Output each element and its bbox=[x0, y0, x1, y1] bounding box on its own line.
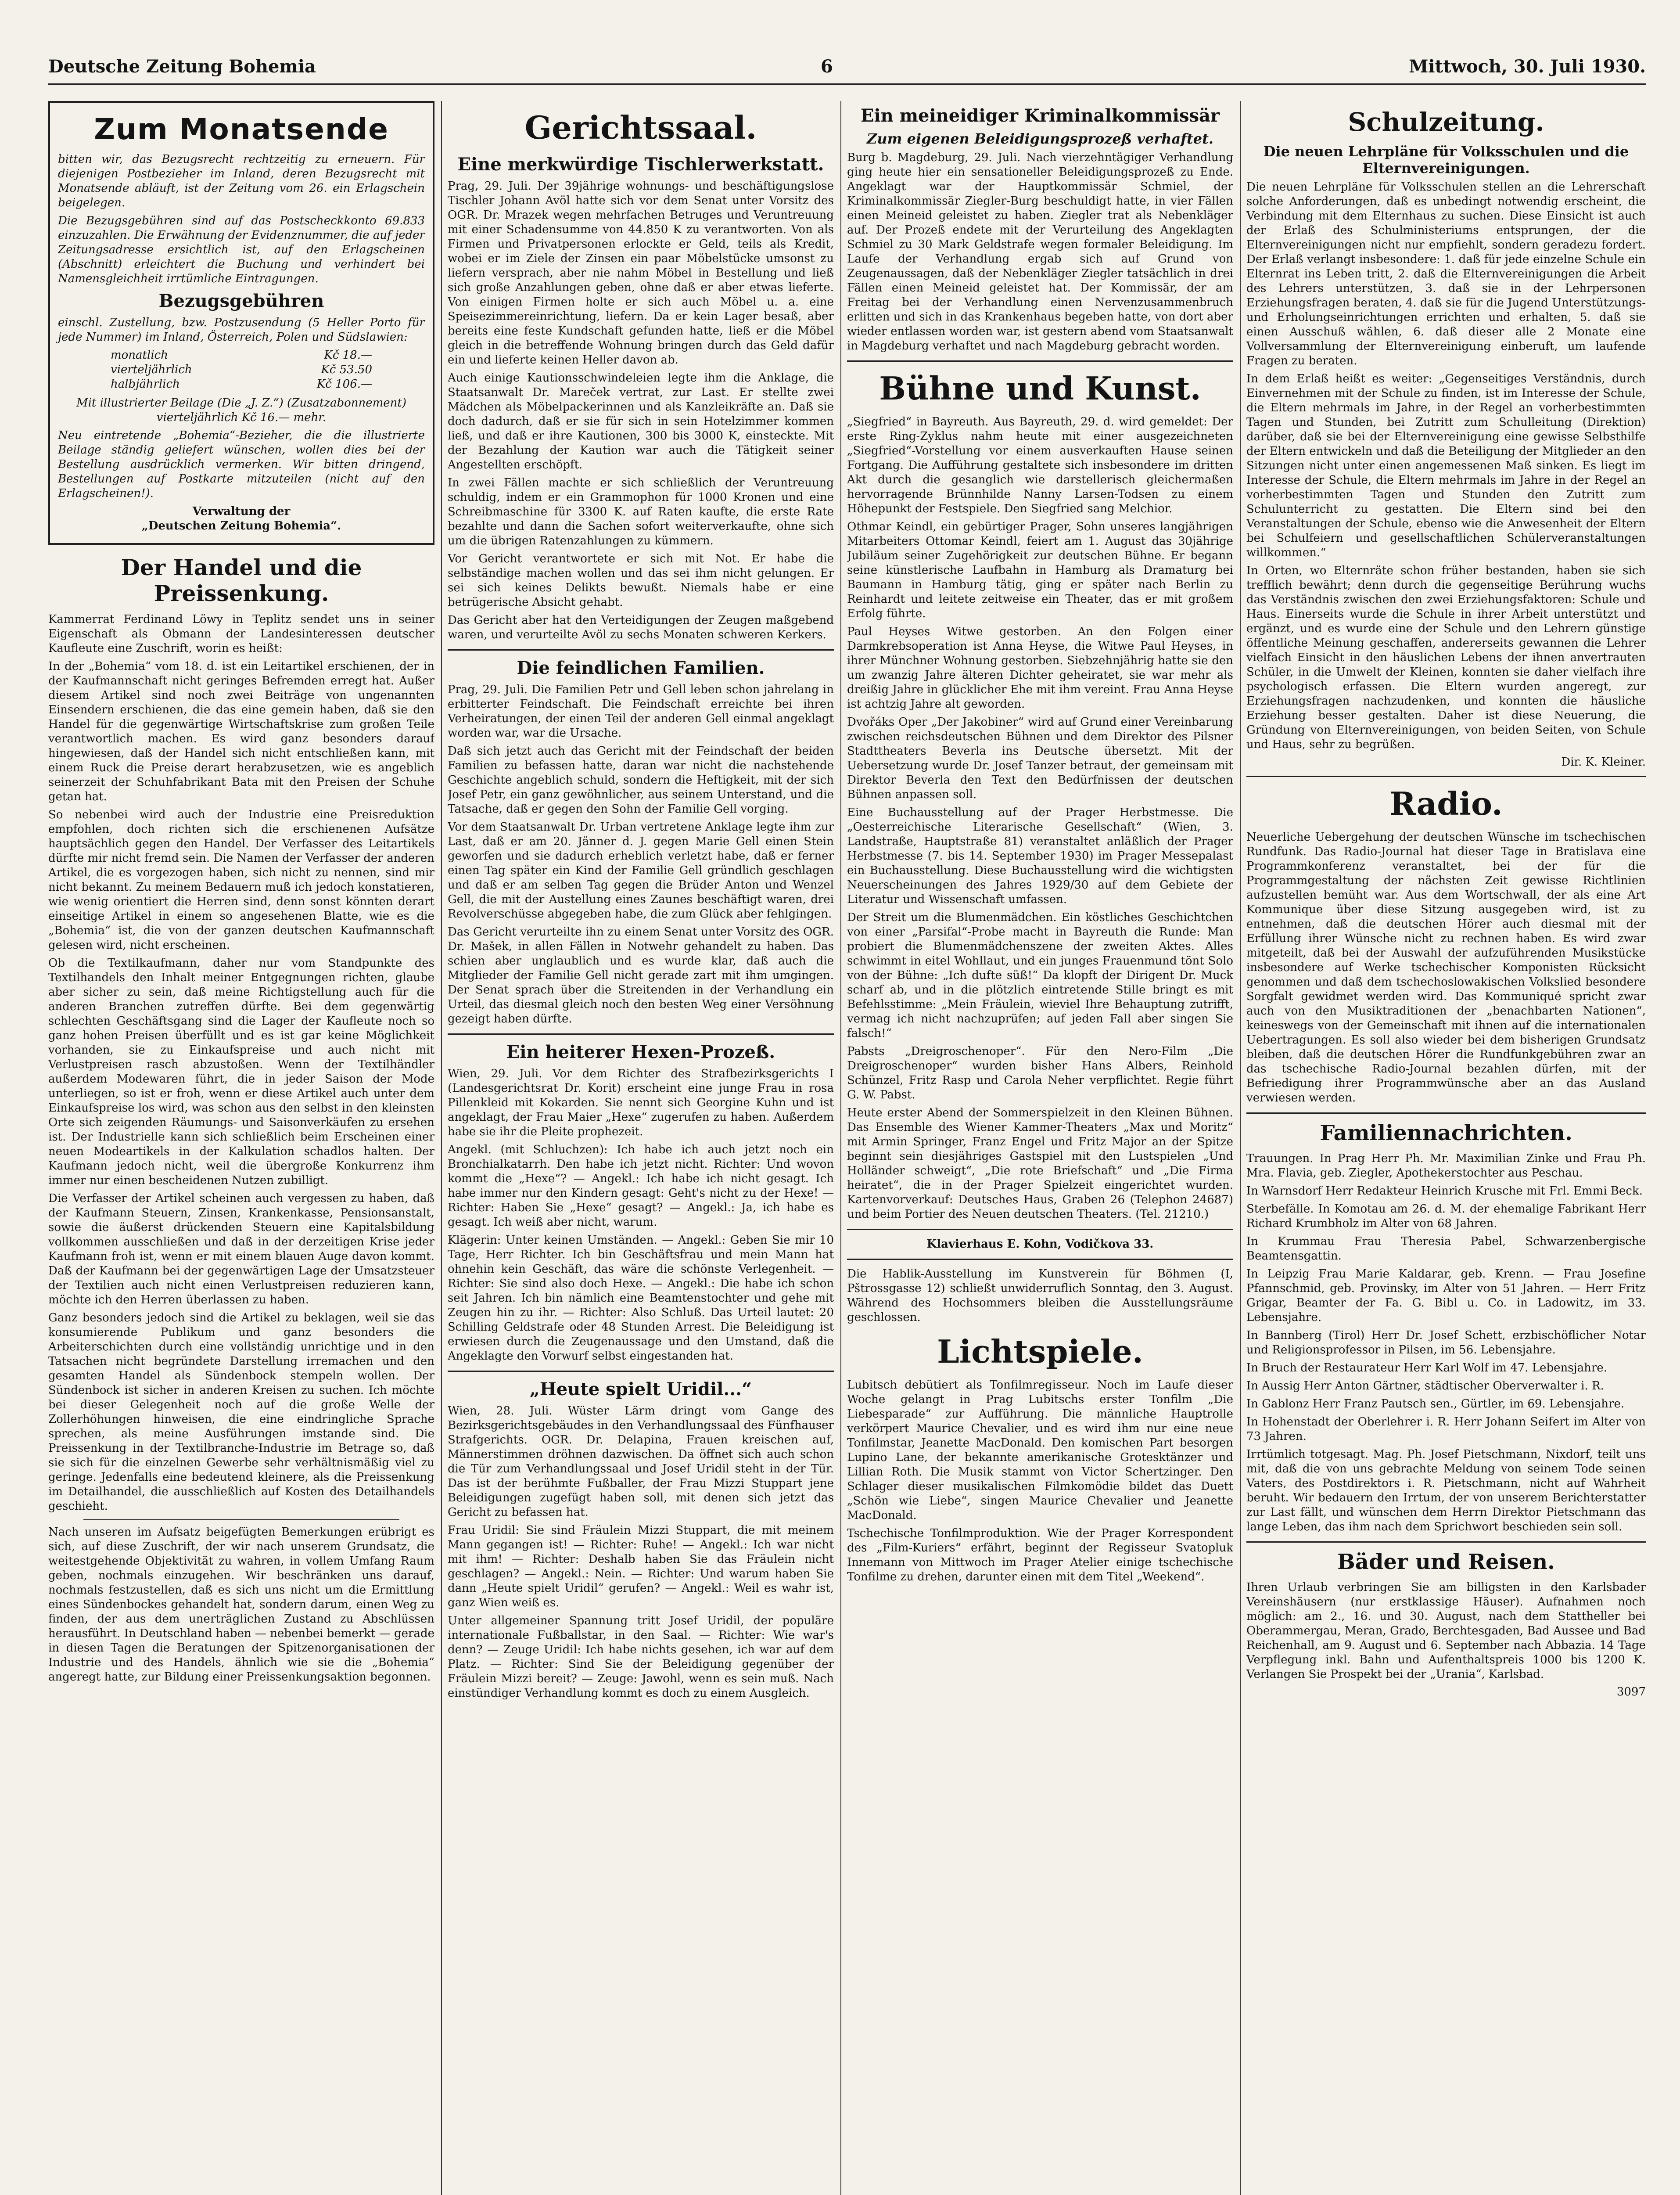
article-paragraph: Ihren Urlaub verbringen Sie am billigsten in den Karlsbader Vereinshäusern (nur erstklassige Häuser). Aufnahmen noch möglich: am 2., 16. und 30. August, nach dem Stattheller bei Oberammergau, Meran, Grado, Berchtesgaden, Bad Aussee und Bad Reichenhall, am 9. August und 6. September nach Abbazia. 14 Tage Verpflegung inkl. Bahn und Aufenthaltspreis 1000 bis 1200 K. Verlangen Sie Prospekt bei der „Urania“, Karlsbad. bbox=[1246, 1581, 1646, 1681]
article-paragraph: Heute erster Abend der Sommerspielzeit in den Kleinen Bühnen. Das Ensemble des Wiener Kammer-Theaters „Max und Moritz“ mit Armin Springer, Franz Engel und Fritz Major an der Spitze beginnt sein diesjähriges Gastspiel mit den Lustspielen „Und Holländer schweigt“, „Die rote Briefschaft“ und „Die Firma heiratet“, die in der Prager Spielzeit eingerichtet wurden. Kartenvorverkauf: Deutsches Haus, Graben 26 (Telephon 24687) und beim Portier des Neuen deutschen Theaters. (Tel. 21210.) bbox=[847, 1106, 1233, 1221]
article-paragraph: Wien, 29. Juli. Vor dem Richter des Strafbezirksgerichts I (Landesgerichtsrat Dr. Korit) erscheint eine junge Frau in rosa Pillenkleid mit Kokarden. Sie nennt sich Georgine Kuhn und ist angeklagt, der Frau Maier „Hexe“ zugerufen zu haben. Außerdem habe sie ihr die Pleite prophezeit. bbox=[448, 1067, 834, 1138]
separator bbox=[448, 649, 834, 651]
article-title: „Heute spielt Uridil...“ bbox=[529, 1379, 752, 1400]
article-paragraph: Prag, 29. Juli. Der 39jährige wohnungs- und beschäftigungslose Tischler Johann Avöl hatte sich vor dem Senat unter Vorsitz des OGR. Dr. Mrazek wegen mehrfachen Betruges und Veruntreuung mit einer Schadensumme von 44.850 K zu verantworten. Von als Firmen und Privatpersonen erlockte er Geld, teils als Kredit, wobei er im Ziele der Zinsen ein paar Möbelstücke umsonst zu liefern versprach, aber nie nahm Möbel in Bestellung und ließ sich große Anzahlungen geben, ohne daß er aber etwas lieferte. Von einigen Firmen holte er sich auch Möbel u. a. eine Speisezimmereinrichtung, liefern. Da er kein Lager besaß, aber bereits eine feste Kundschaft gefunden hatte, ließ er die Möbel gleich in die betreffende Wohnung bringen durch das Geld dafür ein und lieferte keinen Heller davon ab. bbox=[448, 180, 834, 367]
article-paragraph: Klägerin: Unter keinen Umständen. — Angekl.: Geben Sie mir 10 Tage, Herr Richter. Ich bin Geschäftsfrau und mein Mann hat ohnehin kein Geschäft, das wäre die schönste Verlegenheit. — Richter: Sie sind also doch Hexe. — Angekl.: Die habe ich schon seit Jahren. Ich bin nämlich eine Beamtenstochter und gehe mit Zeugen hin zu ihr. — Richter: Also Schluß. Das Urteil lautet: 20 Schilling Geldstrafe oder 48 Stunden Arrest. Die Beleidigung ist erwiesen durch die Zeugenaussage und den Umstand, daß die Angeklagte den Vorwurf selbst eingestanden hat. bbox=[448, 1234, 834, 1363]
fee-row bbox=[58, 377, 425, 392]
article-paragraph: Burg b. Magdeburg, 29. Juli. Nach vierzehntägiger Verhandlung ging heute hier ein sensationeller Beleidigungsprozeß zu Ende. Angeklagt war der Hauptkommissär Schmiel, der Kriminalkommissär Ziegler-Burg beschuldigt hatte, in vier Fällen einen Meineid geleistet zu haben. Ziegler trat als Nebenkläger auf. Der Prozeß endete mit der Verurteilung des Angeklagten Schmiel zu 30 Mark Geldstrafe wegen formaler Beleidigung. Im Laufe der Verhandlung ergab sich auf Grund von Zeugenaussagen, daß der Nebenkläger Ziegler tatsächlich in drei Fällen einen Meineid geleistet hat. Der Kommissär, der am Freitag bei der Verhandlung einen Nervenzusammenbruch erlitten und sich in das Krankenhaus begeben hatte, von dort aber wieder entlassen worden war, ist gestern abend vom Staatsanwalt in Magdeburg verhaftet und nach Magdeburg gebracht worden. bbox=[847, 151, 1233, 353]
family-notice: In Warnsdorf Herr Redakteur Heinrich Krusche mit Frl. Emmi Beck. bbox=[1246, 1184, 1643, 1198]
newspaper-page bbox=[48, 53, 1646, 2195]
advertisement: Klavierhaus E. Kohn, Vodičkova 33. bbox=[926, 1238, 1154, 1251]
article-paragraph: Neuerliche Uebergehung der deutschen Wünsche im tschechischen Rundfunk. Das Radio-Journal hat dieser Tage in Bratislava eine Programmkonferenz veranstaltet, bei der für die Programmgestaltung der nächsten Zeit gewisse Richtlinien aufzustellen bemüht war. Aus dem Wortschwall, der als eine Art Kommunique über diese Sitzung ausgegeben wird, ist zu entnehmen, daß die deutschen Hörer auch diesmal mit der Erfüllung ihrer Wünsche nicht zu rechnen haben. Es wird zwar mitgeteilt, daß bei der Auswahl der aufzuführenden Musikstücke insbesondere auf Werke tschechischer Komponisten Rücksicht genommen und daß dem tschechoslowakischen Volkslied besondere Sorgfalt gewidmet werden wird. Das Kommuniqué spricht zwar auch von den Musiktraditionen der „benachbarten Nationen“, keineswegs von der Gemeinschaft mit ihnen auf die internationalen Uebertragungen. Es soll also wieder bei dem bisherigen Grundsatz bleiben, daß die deutschen Hörer die Rundfunkgebühren zwar an das tschechische Radio-Journal bezahlen dürfen, mit der Befriedigung ihrer Programmwünsche aber an das Ausland verwiesen werden. bbox=[1246, 831, 1646, 1105]
separator bbox=[847, 1259, 1233, 1260]
article-paragraph: Dvořáks Oper „Der Jakobiner“ wird auf Grund einer Vereinbarung zwischen reichsdeutschen Bühnen und dem Direktor des Pilsner Stadttheaters Beverla ins Deutsche übersetzt. Mit der Uebersetzung wurde Dr. Josef Tanzer betraut, der gemeinsam mit Direktor Beverla den Text den Bedürfnissen der deutschen Bühnen anpassen soll. bbox=[847, 716, 1233, 801]
family-notice: In Bannberg (Tirol) Herr Dr. Josef Schett, erzbischöflicher Notar und Religionsprofessor in Pilsen, im 56. Lebensjahre. bbox=[1246, 1329, 1646, 1357]
article-paragraph: Die Hablik-Ausstellung im Kunstverein für Böhmen (I, Pštrossgasse 12) schließt unwiderruflich Sonntag, den 3. August. Während des Hochsommers bleiben die Ausstellungsräume geschlossen. bbox=[847, 1267, 1233, 1324]
article-paragraph: Frau Uridil: Sie sind Fräulein Mizzi Stuppart, die mit meinem Mann gegangen ist! — Richter: Ruhe! — Angekl.: Ich war nicht mit ihm! — Richter: Deshalb haben Sie das Fräulein nicht geschlagen? — Angekl.: Nein. — Richter: Und warum haben Sie dann „Heute spielt Uridil“ gerufen? — Angekl.: Weil es wahr ist, ganz Wien weiß es. bbox=[448, 1524, 834, 1609]
article-paragraph: Das Gericht aber hat den Verteidigungen der Zeugen maßgebend waren, und verurteilte Avöl zu sechs Monaten schweren Kerkers. bbox=[448, 614, 834, 641]
family-notice: In Krummau Frau Theresia Pabel, Schwarzenbergische Beamtensgattin. bbox=[1246, 1235, 1646, 1263]
page-header bbox=[48, 53, 1646, 85]
family-notice: In Leipzig Frau Marie Kaldarar, geb. Krenn. — Frau Josefine Pfannschmid, geb. Provinsky, im Alter von 51 Jahren. — Herr Fritz Grigar, Beamter der Fa. G. Bibl u. Co. in Ladowitz, im 33. Lebensjahre. bbox=[1246, 1267, 1646, 1324]
article-paragraph: Die neuen Lehrpläne für Volksschulen stellen an die Lehrerschaft solche Anforderungen, daß es unbedingt notwendig erscheint, die Verbindung mit dem Elternhaus zu suchen. Diese Einsicht ist auch der Erlaß des Schulministeriums entsprungen, der die Elternvereinigungen nicht nur empfiehlt, sondern geradezu fordert. Der Erlaß verlangt insbesondere: 1. daß für jede einzelne Schule ein Elternrat ins Leben tritt, 2. daß die Elternvereinigungen die Arbeit des Lehrers unterstützen, 3. daß sie in der Lehrpersonen Erziehungsfragen beraten, 4. daß sie für die Jugend Unterstützungs- und Erholungseinrichtungen errichten und erhalten, 5. daß sie einen Ausschuß wählen, 6. daß dieser alle 2 Monate eine Vollversammlung der Elternvereinigung einberuft, um laufende Fragen zu beraten. bbox=[1246, 180, 1646, 367]
fee-row bbox=[58, 363, 425, 377]
article-title: Die neuen Lehrpläne für Volksschulen und die Elternvereinigungen. bbox=[1263, 143, 1629, 176]
subscription-notice-box bbox=[48, 101, 434, 545]
article-paragraph: Der Streit um die Blumenmädchen. Ein köstliches Geschichtchen von einer „Parsifal“-Probe macht in Bayreuth die Runde: Man probiert die Blumenmädchenszene der zweiten Aktes. Alles schwimmt in eitel Wohllaut, und ein junges Frauenmund tönt Solo von der Bühne: „Ich dufte süß!“ Da klopft der Dirigent Dr. Muck scharf ab, und in die plötzlich eintretende Stille bringt es mit Befehlsstimme: „Mein Fräulein, wieviel Ihre Behauptung zutrifft, vermag ich nicht nachzuprüfen; auf jeden Fall aber singen Sie falsch!“ bbox=[847, 911, 1233, 1040]
section-title-lichtspiele: Lichtspiele. bbox=[937, 1333, 1143, 1370]
section-title-buehne: Bühne und Kunst. bbox=[879, 370, 1201, 407]
article-paragraph: Die Verfasser der Artikel scheinen auch vergessen zu haben, daß der Kaufmann Steuern, Zinsen, Krankenkasse, Pensionsanstalt, sowie die äußerst drückenden Steuern eine Kapitalsbildung vollkommen ausschließen und daß in der derzeitigen Krise jeder Kaufmann froh ist, wenn er mit einem blauen Auge davon kommt. Daß der Kaufmann bei der gegenwärtigen Lage der Umsatzsteuer der Textilien auch nicht einen Verlustpreisen reduzieren kann, möchte ich den Herren überlassen zu haben. bbox=[48, 1192, 434, 1306]
article-subtitle: Zum eigenen Beleidigungsprozeß verhaftet. bbox=[866, 130, 1213, 147]
article-paragraph: In der „Bohemia“ vom 18. d. ist ein Leitartikel erschienen, der in der Kaufmannschaft nicht geringes Befremden erregt hat. Außer diesem Artikel sind noch zwei Beiträge von ungenannten Einsendern erschienen, die das eine gemein haben, daß sie den Handel für die gegenwärtige Wirtschaftskrise zum großen Teile verantwortlich machen. Es wird ganz besonders darauf hingewiesen, daß der Handel sich nicht entschließen kann, mit einem Ruck die Preise derart herabzusetzen, wie es angeblich seinerzeit der Schuhfabrikant Bata mit den Preisen der Schuhe getan hat. bbox=[48, 660, 434, 803]
new-subscribers-text: Neu eintretende „Bohemia“-Bezieher, die die illustrierte Beilage ständig geliefert wünschen, wollen dies bei der Bestellung ausdrücklich vermerken. Wir bitten dringend, Bestellungen auf Postkarte mitzuteilen (nicht auf den Erlagscheinen!). bbox=[58, 429, 425, 500]
article-paragraph: Unter allgemeiner Spannung tritt Josef Uridil, der populäre internationale Fußballstar, in den Saal. — Richter: Wie war's denn? — Zeuge Uridil: Ich habe nichts gesehen, ich war auf dem Platz. — Richter: Sind Sie der Beleidigung gegenüber der Fräulein Mizzi bereit? — Zeuge: Jawohl, wenn es sein muß. Nach einstündiger Verhandlung kommt es doch zu einem Ausgleich. bbox=[448, 1614, 834, 1700]
column-1 bbox=[48, 101, 434, 2195]
family-notice: Irrtümlich totgesagt. Mag. Ph. Josef Pietschmann, Nixdorf, teilt uns mit, daß die von uns gebrachte Meldung von seinem Tode seinen Vaters, des Postdirektors i. R. Pietschmann, nicht auf Wahrheit beruht. Wir bedauern den Irrtum, der von unserem Berichterstatter zur Last fällt, und wünschen dem Herrn Direktor Pietschmann das lange Leben, das ihm nach dem Sprichwort beschieden sein soll. bbox=[1246, 1448, 1646, 1533]
article-paragraph: Nach unseren im Aufsatz beigefügten Bemerkungen erübrigt es sich, auf diese Zuschrift, der wir nach unserem Grundsatz, die weitestgehende Objektivität zu wahren, in vollem Umfang Raum geben, nochmals einzugehen. Wir beschränken uns darauf, nochmals festzustellen, daß es sich uns nicht um die Ermittlung eines Sündenbockes gehandelt hat, sondern darum, einen Weg zu finden, der aus dem unerträglichen Zustand zu Abschlüssen herausführt. In Deutschland haben — nebenbei bemerkt — gerade in diesen Tagen die Beratungen der Spitzenorganisationen der Industrie und des Handels, ähnlich wie sie die „Bohemia“ angeregt hatte, zur Bildung einer Preissenkungsaktion begonnen. bbox=[48, 1526, 434, 1684]
section-title-gerichtssaal: Gerichtssaal. bbox=[524, 109, 757, 146]
article-paragraph: In dem Erlaß heißt es weiter: „Gegenseitiges Verständnis, durch Einvernehmen mit der Schule zu finden, ist im Interesse der Schule, die Eltern mehrmals im Jahre, in der Regel an vorherbestimmten Tagen und Stunden, bei Zutritt zum Schulleitung (Direktion) darüber, daß sie bei der Elternvereinigung eine gewisse Selbsthilfe der Eltern entwickeln und daß die Beteiligung der Mitglieder an den Sitzungen nicht unter einen angemessenen Maß sinken. Es liegt im Interesse der Schule, die Eltern mehrmals im Jahre in der Regel an vorherbestimmten Tagen und Stunden den Zutritt zum Schulunterricht zu gestatten. Die Eltern sind bei den Veranstaltungen der Schule, ebenso wie die Anwesenheit der Eltern bei Schulfeiern und gesellschaftlichen Schülerveranstaltungen willkommen.“ bbox=[1246, 372, 1646, 559]
article-paragraph: Vor dem Staatsanwalt Dr. Urban vertretene Anklage legte ihm zur Last, daß er am 20. Jänner d. J. gegen Marie Gell einen Stein geworfen und sie dadurch erheblich verletzt habe, daß er ferner einen Tag später ein Kind der Familie Gell gründlich geschlagen und daß er am selben Tag gegen die Brüder Anton und Wenzel Gell, die mit der Austellung eines Zaunes beschäftigt waren, drei Revolverschüsse abgegeben habe, die zum Glück aber fehlgingen. bbox=[448, 820, 834, 921]
section-title-schulzeitung: Schulzeitung. bbox=[1348, 107, 1544, 137]
section-title-radio: Radio. bbox=[1389, 785, 1503, 822]
page-number: 6 bbox=[821, 56, 833, 77]
section-title-familiennachrichten: Familiennachrichten. bbox=[1320, 1121, 1572, 1145]
fee-value: Kč 53.50 bbox=[321, 363, 372, 376]
article-title: Ein meineidiger Kriminalkommissär bbox=[861, 105, 1220, 126]
fee-label: monatlich bbox=[111, 349, 168, 362]
author-signature: Dir. K. Kleiner. bbox=[1561, 756, 1646, 769]
column-rule bbox=[1240, 101, 1241, 2195]
family-notice: Trauungen. In Prag Herr Ph. Mr. Maximilian Zinke und Frau Ph. Mra. Flavia, geb. Ziegler, Apothekerstochter aus Peschau. bbox=[1246, 1152, 1646, 1180]
article-paragraph: Daß sich jetzt auch das Gericht mit der Feindschaft der beiden Familien zu befassen hatte, daran war nicht die nachstehende Geschichte angeblich schuld, sondern die Heftigkeit, mit der sich Josef Petr, ein ganz gewöhnlicher, aus seinem Unterstand, und die Tatsache, daß er gegen den Sohn der Familie Gell vorging. bbox=[448, 745, 834, 816]
separator bbox=[1246, 1541, 1646, 1543]
fee-value: Kč 106.— bbox=[316, 378, 372, 391]
fee-label: vierteljährlich bbox=[111, 363, 192, 376]
separator bbox=[1246, 776, 1646, 777]
header-masthead: Deutsche Zeitung Bohemia bbox=[48, 56, 316, 77]
article-paragraph: Tschechische Tonfilmproduktion. Wie der Prager Korrespondent des „Film-Kuriers“ erfährt, beginnt der Regisseur Svatopluk Innemann von Mittwoch im Prager Atelier einige tschechische Tonfilme zu drehen, darunter einen mit dem Titel „Weekend“. bbox=[847, 1527, 1233, 1583]
fees-title: Bezugsgebühren bbox=[158, 291, 324, 311]
separator bbox=[448, 1033, 834, 1035]
article-paragraph: Othmar Keindl, ein gebürtiger Prager, Sohn unseres langjährigen Mitarbeiters Ottomar Keindl, feiert am 1. August das 30jährige Jubiläum seiner Zugehörigkeit zur deutschen Bühne. Er begann seine künstlerische Laufbahn in Hamburg als Dramaturg bei Baumann in Hamburg tätig, ging er später nach Berlin zu Reinhardt und leitete zeitweise ein Theater, das er mit großem Erfolg führte. bbox=[847, 520, 1233, 620]
separator bbox=[448, 1371, 834, 1372]
header-date: Mittwoch, 30. Juli 1930. bbox=[1409, 56, 1646, 77]
article-paragraph: Ob die Textilkaufmann, daher nur vom Standpunkte des Textilhandels den Inhalt meiner Entgegnungen richten, glaube aber sicher zu sein, daß meine Richtigstellung auch für die anderen Branchen zutreffen dürfte. Bei dem gegenwärtig schlechten Geschäftsgang sind die Lager der Kaufleute noch so ganz hohen Preisen überfüllt und es ist gar keine Möglichkeit vorhanden, sie zu Einkaufspreise und auch nicht mit Verlustpreisen rasch abzustoßen. Wenn der Textilhändler außerdem Modewaren führt, die in jeder Saison der Mode unterliegen, so ist er froh, wenn er diese Artikel auch unter dem Einkaufspreise los wird, was schon aus den selbst in den kleinsten Orte sich zeigenden Räumungs- und Saisonverkäufen zu ersehen ist. Der Industrielle kann sich schließlich beim Erscheinen einer neuen Modeartikels in der Kalkulation schadlos halten. Der Kaufmann jedoch nicht, weil die übergroße Konkurrenz ihm immer nur einen bescheidenen Nutzen zubilligt. bbox=[48, 957, 434, 1187]
article-paragraph: Wien, 28. Juli. Wüster Lärm dringt vom Gange des Bezirksgerichtsgebäudes in den Verhandlungssaal des Fünfhauser Strafgerichts. OGR. Dr. Delapina, Frauen kreischen auf, Männerstimmen dröhnen dazwischen. Da öffnet sich auch schon die Tür zum Verhandlungssaal und Josef Uridil steht in der Tür. Das ist der berühmte Fußballer, der Frau Mizzi Stuppart jene Beleidigungen zugefügt haben soll, mit denen sich jetzt das Gericht zu befassen hat. bbox=[448, 1404, 834, 1519]
section-title-baeder: Bäder und Reisen. bbox=[1337, 1550, 1555, 1574]
column-rule bbox=[840, 101, 841, 2195]
article-title: Ein heiterer Hexen-Prozeß. bbox=[506, 1042, 775, 1062]
family-notice: In Bruch der Restaurateur Herr Karl Wolf im 47. Lebensjahre. bbox=[1246, 1361, 1607, 1375]
article-paragraph: Vor Gericht verantwortete er sich mit Not. Er habe die selbständige machen wollen und das sei ihm nicht gelungen. Er sei sich keines Delikts bewußt. Niemals habe er eine betrügerische Absicht gehabt. bbox=[448, 552, 834, 609]
article-title: Eine merkwürdige Tischlerwerkstatt. bbox=[457, 154, 824, 175]
separator bbox=[83, 1519, 399, 1520]
family-notice: In Hohenstadt der Oberlehrer i. R. Herr Johann Seifert im Alter von 73 Jahren. bbox=[1246, 1415, 1646, 1443]
fees-intro: einschl. Zustellung, bzw. Postzusendung (5 Heller Porto für jede Nummer) im Inland, Österreich, Polen und Südslawien: bbox=[58, 316, 425, 344]
article-paragraph: Das Gericht verurteilte ihn zu einem Senat unter Vorsitz des OGR. Dr. Mašek, in allen Fällen in Notwehr gehandelt zu haben. Das schien aber unglaublich und es wurde klar, daß auch die Mitglieder der Familie Gell nicht gerade zart mit ihm umgingen. Der Senat sprach über die Streitenden in der Verhandlung ein Urteil, das diesmal gleich noch den besten Weg einer Versöhnung gezeigt haben dürfte. bbox=[448, 925, 834, 1026]
column-4 bbox=[1246, 101, 1646, 2195]
article-paragraph: So nebenbei wird auch der Industrie eine Preisreduktion empfohlen, doch richten sich die erschienenen Aufsätze hauptsächlich gegen den Handel. Der Verfasser des Leitartikels dürfte mir nicht fremd sein. Die Namen der Verfasser der anderen Artikel, die es vorgezogen haben, sich nicht zu nennen, sind mir nicht bekannt. Zu meinem Bedauern muß ich jedoch konstatieren, wie wenig orientiert die Herren sind, denn sonst könnten derart einseitige Artikel in einem so angesehenen Blatte, wie es die „Bohemia“ ist, die von der ganzen deutschen Kaufmannschaft gelesen wird, nicht erscheinen. bbox=[48, 808, 434, 952]
article-paragraph: „Siegfried“ in Bayreuth. Aus Bayreuth, 29. d. wird gemeldet: Der erste Ring-Zyklus nahm heute mit einer ausgezeichneten „Siegfried“-Vorstellung vor einem ausverkauften Hause seinen Fortgang. Die Aufführung gestaltete sich insbesondere im dritten Akt durch die gesanglich wie darstellerisch gleichermaßen hervorragende Brünnhilde Nanny Larsen-Todsen zu einem Höhepunkt der Festspiele. Den Siegfried sang Melchior. bbox=[847, 415, 1233, 515]
family-notice: In Aussig Herr Anton Gärtner, städtischer Oberverwalter i. R. bbox=[1246, 1379, 1604, 1393]
article-paragraph: Auch einige Kautionsschwindeleien legte ihm die Anklage, die Staatsanwalt Dr. Mareček vertrat, zur Last. Er stellte zwei Mädchen als Möbelpackerinnen und als Kanzleikräfte an. Daß sie doch dadurch, daß er sie für sich in sein Hotelzimmer kommen ließ, und daß er ihre Kautionen, 300 bis 3000 K, einsteckte. Mit der Bezahlung der Kaution war auch die Tätigkeit seiner Angestellten erschöpft. bbox=[448, 371, 834, 471]
separator bbox=[1246, 1112, 1646, 1114]
supplement-text: Mit illustrierter Beilage (Die „J. Z.“) (Zusatzabonnement) vierteljährlich Kč 16.— mehr. bbox=[76, 396, 407, 424]
separator bbox=[847, 360, 1233, 362]
article-paragraph: Lubitsch debütiert als Tonfilmregisseur. Noch im Laufe dieser Woche gelangt in Prag Lubitschs erster Tonfilm „Die Liebesparade“ zur Aufführung. Die männliche Hauptrolle verkörpert Maurice Chevalier, und es wird ihm nur eine neue Tonfilmstar, Jeanette MacDonald. Den komischen Part besorgen Lupino Lane, der bekannte amerikanische Grotesktänzer und Lillian Roth. Die Musik stammt von Victor Schertzinger. Den Schlager dieser musikalischen Filmkomödie bildet das Duett „Schön wie Liebe“, singen Maurice Chevalier und Jeanette MacDonald. bbox=[847, 1378, 1233, 1522]
notice-signature: Verwaltung der bbox=[192, 505, 291, 518]
fee-value: Kč 18.— bbox=[324, 349, 372, 362]
article-title: Die feindlichen Familien. bbox=[517, 658, 765, 678]
article-paragraph: In zwei Fällen machte er sich schließlich der Veruntreuung schuldig, indem er ein Grammophon für 1000 Kronen und eine Schreibmaschine für 3300 K. auf Raten kaufte, die erste Rate bezahlte und dann die Sachen sofort weiterverkaufte, ohne sich um die übrigen Ratenzahlungen zu kümmern. bbox=[448, 476, 834, 547]
separator bbox=[847, 1229, 1233, 1230]
article-paragraph: Prag, 29. Juli. Die Familien Petr und Gell leben schon jahrelang in erbitterter Feindschaft. Die Feindschaft erreichte bei ihren Verheiratungen, der einen Teil der anderen Gell einmal angeklagt worden war, war die Ursache. bbox=[448, 683, 834, 740]
notice-signature: „Deutschen Zeitung Bohemia“. bbox=[141, 519, 341, 533]
column-rule bbox=[441, 101, 442, 2195]
article-paragraph: Kammerrat Ferdinand Löwy in Teplitz sendet uns in seiner Eigenschaft als Obmann der Landesinteressen deutscher Kaufleute eine Zuschrift, worin es heißt: bbox=[48, 613, 434, 655]
notice-text: Die Bezugsgebühren sind auf das Postscheckkonto 69.833 einzuzahlen. Die Erwähnung der Evidenznummer, die auf jeder Zeitungsadresse ersichtlich ist, auf den Erlagscheinen (Abschnitt) erleichtert die Buchung und verhindert bei Namensgleichheit irrtümliche Eintragungen. bbox=[58, 214, 425, 285]
fee-row bbox=[58, 348, 425, 363]
column-2 bbox=[448, 101, 834, 2195]
fee-label: halbjährlich bbox=[111, 378, 180, 391]
ad-code: 3097 bbox=[1616, 1685, 1646, 1698]
article-paragraph: Angekl. (mit Schluchzen): Ich habe ich auch jetzt noch ein Bronchialkatarrh. Den habe ich jetzt nicht. Richter: Und wovon kommt die „Hexe“? — Angekl.: Ich habe ich nicht gesagt. Ich habe immer nur den Kindern gesagt: Geht's nicht zu der Hexe! — Richter: Haben Sie „Hexe“ gesagt? — Angekl.: Ja, ich habe es gesagt. Ich weiß aber nicht, warum. bbox=[448, 1143, 834, 1229]
article-title: Der Handel und die Preissenkung. bbox=[121, 554, 362, 606]
notice-title: Zum Monatsende bbox=[94, 112, 389, 146]
article-paragraph: Pabsts „Dreigroschenoper“. Für den Nero-Film „Die Dreigroschenoper“ wurden bisher Hans Albers, Reinhold Schünzel, Fritz Rasp und Carola Neher verpflichtet. Regie führt G. W. Pabst. bbox=[847, 1045, 1233, 1101]
article-paragraph: Ganz besonders jedoch sind die Artikel zu beklagen, weil sie das konsumierende Publikum und ganz besonders die Arbeiterschichten durch eine vollständig unrichtige und in den Tatsachen nicht begründete Darstellung irremachen und den gesamten Handel als Sündenbock stempeln wollen. Der Sündenbock ist sicher in anderen Kreisen zu suchen. Ich möchte bei dieser Gelegenheit noch auf die große Welle der Zollerhöhungen hinweisen, die eine eindringliche Sprache sprechen, als meine Ausführungen imstande sind. Die Preissenkung in der Textilbranche-Industrie im Betrage so, daß sie sich für die einzelnen Gewerbe sehr verhältnismäßig viel zu geringe. Jedenfalls eine bedeutend kleinere, als die Preissenkung im Detailhandel, die ausschließlich auf Kosten des Detailhandels geschieht. bbox=[48, 1311, 434, 1513]
article-paragraph: Eine Buchausstellung auf der Prager Herbstmesse. Die „Oesterreichische Literarische Gesellschaft“ (Wien, 3. Landstraße, Hauptstraße 81) veranstaltet anläßlich der Prager Herbstmesse (7. bis 14. September 1930) im Prager Messepalast ein Buchausstellung. Diese Buchausstellung wird die wichtigsten Neuerscheinungen des Jahres 1929/30 auf dem Gebiete der Literatur und Wissenschaft umfassen. bbox=[847, 806, 1233, 906]
article-paragraph: In Orten, wo Elternräte schon früher bestanden, haben sie sich trefflich bewährt; denn durch die gegenseitige Berührung wuchs das Verständnis zwischen den zwei Erziehungsfaktoren: Schule und Haus. Einerseits wurde die Schule in ihrer Arbeit unterstützt und ergänzt, und es wurde eine der Schule und den Lehrern günstige öffentliche Meinung geschaffen, andererseits gewannen die Lehrer vielfach Einsicht in den häuslichen Lebens der ihnen anvertrauten Schüler, in die Umwelt der Kleinen, konnten sie daher vielfach ihre psychologisch erfassen. Die Eltern wurden angeregt, zur Erziehungsfragen nachzudenken, und konnten die häusliche Erziehung besser gestalten. Daher ist diese Neuerung, die Gründung von Elternvereinigungen, von beiden Seiten, von Schule und Haus, sehr zu begrüßen. bbox=[1246, 564, 1646, 751]
family-notice: Sterbefälle. In Komotau am 26. d. M. der ehemalige Fabrikant Herr Richard Krumbholz im Alter von 68 Jahren. bbox=[1246, 1202, 1646, 1230]
family-notice: In Gablonz Herr Franz Pautsch sen., Gürtler, im 69. Lebensjahre. bbox=[1246, 1397, 1625, 1411]
column-3 bbox=[847, 101, 1233, 2195]
article-paragraph: Paul Heyses Witwe gestorben. An den Folgen einer Darmkrebsoperation ist Anna Heyse, die Witwe Paul Heyses, in ihrer Münchner Wohnung gestorben. Siebzehnjährig hatte sie den um zwanzig Jahre älteren Dichter geheiratet, sie war mehr als dreißig Jahre in glücklicher Ehe mit ihm vereint. Frau Anna Heyse ist achtzig Jahre alt geworden. bbox=[847, 625, 1233, 711]
notice-text: bitten wir, das Bezugsrecht rechtzeitig zu erneuern. Für diejenigen Postbezieher im Inland, deren Bezugsrecht mit Monatsende abläuft, ist der Zeitung vom 26. ein Erlagschein beigelegen. bbox=[58, 153, 425, 209]
